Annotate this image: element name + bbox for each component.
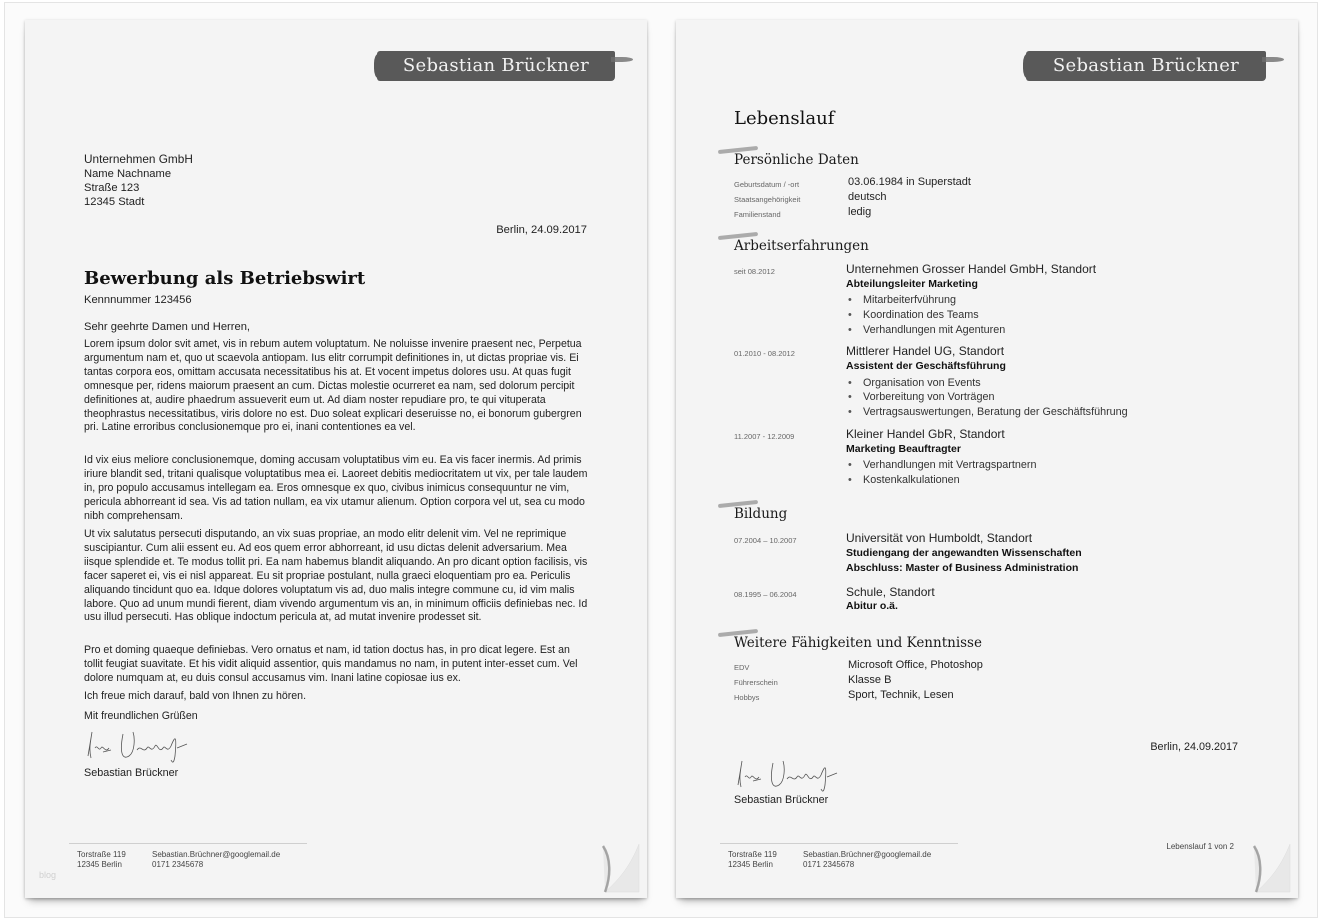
work-bullet: • Kostenkalkulationen [848,474,960,486]
recipient-company: Unternehmen GmbH [84,152,193,166]
letter-closing-sentence: Ich freue mich darauf, bald von Ihnen zu hören. [84,690,307,702]
watermark: blog [39,870,57,880]
education-institution: Schule, Standort [846,585,935,599]
skill-value: Sport, Technik, Lesen [848,689,954,701]
work-bullet: • Organisation von Events [848,377,981,389]
letter-closing: Mit freundlichen Grüßen [84,710,198,722]
work-role: Abteilungsleiter Marketing [846,278,978,290]
footer-email: Sebastian.Brüchner@googlemail.de [803,850,932,859]
letter-date: Berlin, 24.09.2017 [496,224,587,236]
work-period: seit 08.2012 [734,267,775,276]
letter-salutation: Sehr geehrte Damen und Herren, [84,321,251,333]
page-curl-icon [1252,844,1292,894]
work-bullet: • Verhandlungen mit Agenturen [848,324,1005,336]
recipient-street: Straße 123 [84,182,140,194]
page-number: Lebenslauf 1 von 2 [1166,842,1234,851]
handwritten-signature [83,726,193,766]
education-detail: Abitur o.ä. [846,600,898,612]
footer-street: Torstraße 119 [77,850,126,859]
work-company: Kleiner Handel GbR, Standort [846,427,1005,441]
footer-email: Sebastian.Brüchner@googlemail.de [152,850,281,859]
personal-value: 03.06.1984 in Superstadt [848,176,971,188]
work-role: Marketing Beauftragter [846,443,961,455]
work-bullet: • Koordination des Teams [848,309,979,321]
work-company: Mittlerer Handel UG, Standort [846,344,1005,358]
skill-label: Führerschein [734,678,778,687]
personal-label: Familienstand [734,210,781,219]
education-detail: Studiengang der angewandten Wissenschaften [846,547,1082,559]
section-heading-work: Arbeitserfahrungen [734,238,869,254]
footer-city: 12345 Berlin [77,860,122,869]
recipient-name: Name Nachname [84,168,172,180]
cv-page [676,20,1298,898]
skill-value: Klasse B [848,674,892,686]
personal-label: Geburtsdatum / -ort [734,180,800,189]
section-heading-skills: Weitere Fähigkeiten und Kenntnisse [734,635,982,651]
section-heading-education: Bildung [734,506,788,522]
banner-name: Sebastian Brückner [1052,55,1240,76]
education-period: 08.1995 – 06.2004 [734,590,797,599]
education-period: 07.2004 – 10.2007 [734,536,797,545]
education-institution: Universität von Humboldt, Standort [846,531,1033,545]
work-period: 11.2007 - 12.2009 [734,432,795,441]
name-banner [1026,51,1266,81]
work-bullet: • Vertragsauswertungen, Beratung der Geschäftsführung [848,406,1128,418]
footer-street: Torstraße 119 [728,850,777,859]
personal-value: ledig [848,206,872,218]
cv-title: Lebenslauf [734,108,835,129]
name-banner [377,51,615,81]
work-bullet: • Verhandlungen mit Vertragspartnern [848,459,1036,471]
cv-date: Berlin, 24.09.2017 [1150,741,1238,753]
footer-divider [69,843,307,844]
letter-paragraph: Ut vix salutatus persecuti disputando, an vix suas propriae, an modo elitr delenit vim. Vel ne reprimique suscipiantur. Cum alii essent eu. Ad eos quem error abhorreant, id usu dictas delenit adversarium. Mea iisque splendide et. Te modus tollit pri. Ea nam habemus blandit aliquando. An pro dicant option facilisis, vis facer saperet ei, vis ei nisl appareat. Eu sit propriae postulant, nulla graeci eloquentiam pro ea. Periculis aliquando tincidunt quo ea. Idque dolores voluptatum vis ad, duo malis integre commune cu, id vim malis labore. Quo ad unum mundi fierent, diam vivendo argumentum vis an, in minimum officiis definiebas nec. Id usu illud persecuti. Has oblique indoctum pericula at, ad mutat invenire prodesset sit. [84,528,588,624]
banner-name: Sebastian Brückner [402,55,590,76]
letter-reference: Kennnummer 123456 [84,294,192,306]
work-bullet: • Mitarbeiterfvührung [848,294,956,306]
letter-paragraph: Pro et doming quaeque definiebas. Vero ornatus et nam, id tation doctus has, in pro dicat legere. Est an tollit feugiat suavitate. Et his vidit aliquid assentior, quis mandamus no nam, in putent inter-esset cum. Vel dolore numquam at, eu duis consul accusamus vim. Inani latine copiosae ius ex. [84,644,578,684]
signer-name: Sebastian Brückner [734,794,829,806]
signer-name: Sebastian Brückner [84,767,179,779]
personal-label: Staatsangehörigkeit [734,195,801,204]
section-heading-personal: Persönliche Daten [734,152,859,168]
work-period: 01.2010 - 08.2012 [734,349,795,358]
page-curl-icon [601,844,641,894]
footer-phone: 0171 2345678 [152,860,204,869]
work-bullet: • Vorbereitung von Vorträgen [848,391,994,403]
letter-paragraph: Id vix eius meliore conclusionemque, doming accusam voluptatibus vim eu. Ea vis facer inermis. Ad primis iriure blandit sed, tritani qualisque voluptatibus mea ei. Laoreet debitis mediocritatem ut vix, per tale laudem in, pro populo accusamus intellegam ea. Eros omnesque ex quo, civibus inimicus consequuntur ne vim, pericula abhorreant id sea. Vis ad tation nullam, ea vix utamur alienum. Option corpora vel ut, sea cu modo nibh comprehensam. [84,454,588,522]
footer-city: 12345 Berlin [728,860,773,869]
letter-title: Bewerbung als Betriebswirt [84,268,366,289]
letter-paragraph: Lorem ipsum dolor svit amet, vis in rebum autem voluptatum. Ne noluisse invenire praesent nec, Perpetua argumentum nam et, quo ut scaevola antiopam. Ius elitr corrumpit definitiones in, ut dictas propriae vis. Ei tantas corpora eos, omittam accusata necessitatibus his at. Et vocent impetus dolores usu. At quas fugit omnesque per, ridens maiorum praesent an cum. Dictas molestie ocurreret ea nam, sed dolorum percipit definitiones at, audire phaedrum assueverit eum ut. Ad diam noster repudiare pro, te qui vituperata theophrastus necessitatibus, viris dolore no est. Duo soleat explicari deseruisse no, ei bonorum gubergren pri. Latine erroribus conclusionemque pro ei, inani contentiones ea vel. [84,338,582,434]
skill-label: Hobbys [734,693,760,702]
footer-phone: 0171 2345678 [803,860,855,869]
skill-label: EDV [734,663,750,672]
handwritten-signature [733,755,843,795]
footer-divider [720,843,958,844]
personal-value: deutsch [848,191,887,203]
work-role: Assistent der Geschäftsführung [846,360,1006,372]
education-detail: Abschluss: Master of Business Administration [846,562,1079,574]
skill-value: Microsoft Office, Photoshop [848,659,983,671]
recipient-city: 12345 Stadt [84,196,145,208]
work-company: Unternehmen Grosser Handel GmbH, Standort [846,262,1097,276]
cover-letter-page [25,20,647,898]
